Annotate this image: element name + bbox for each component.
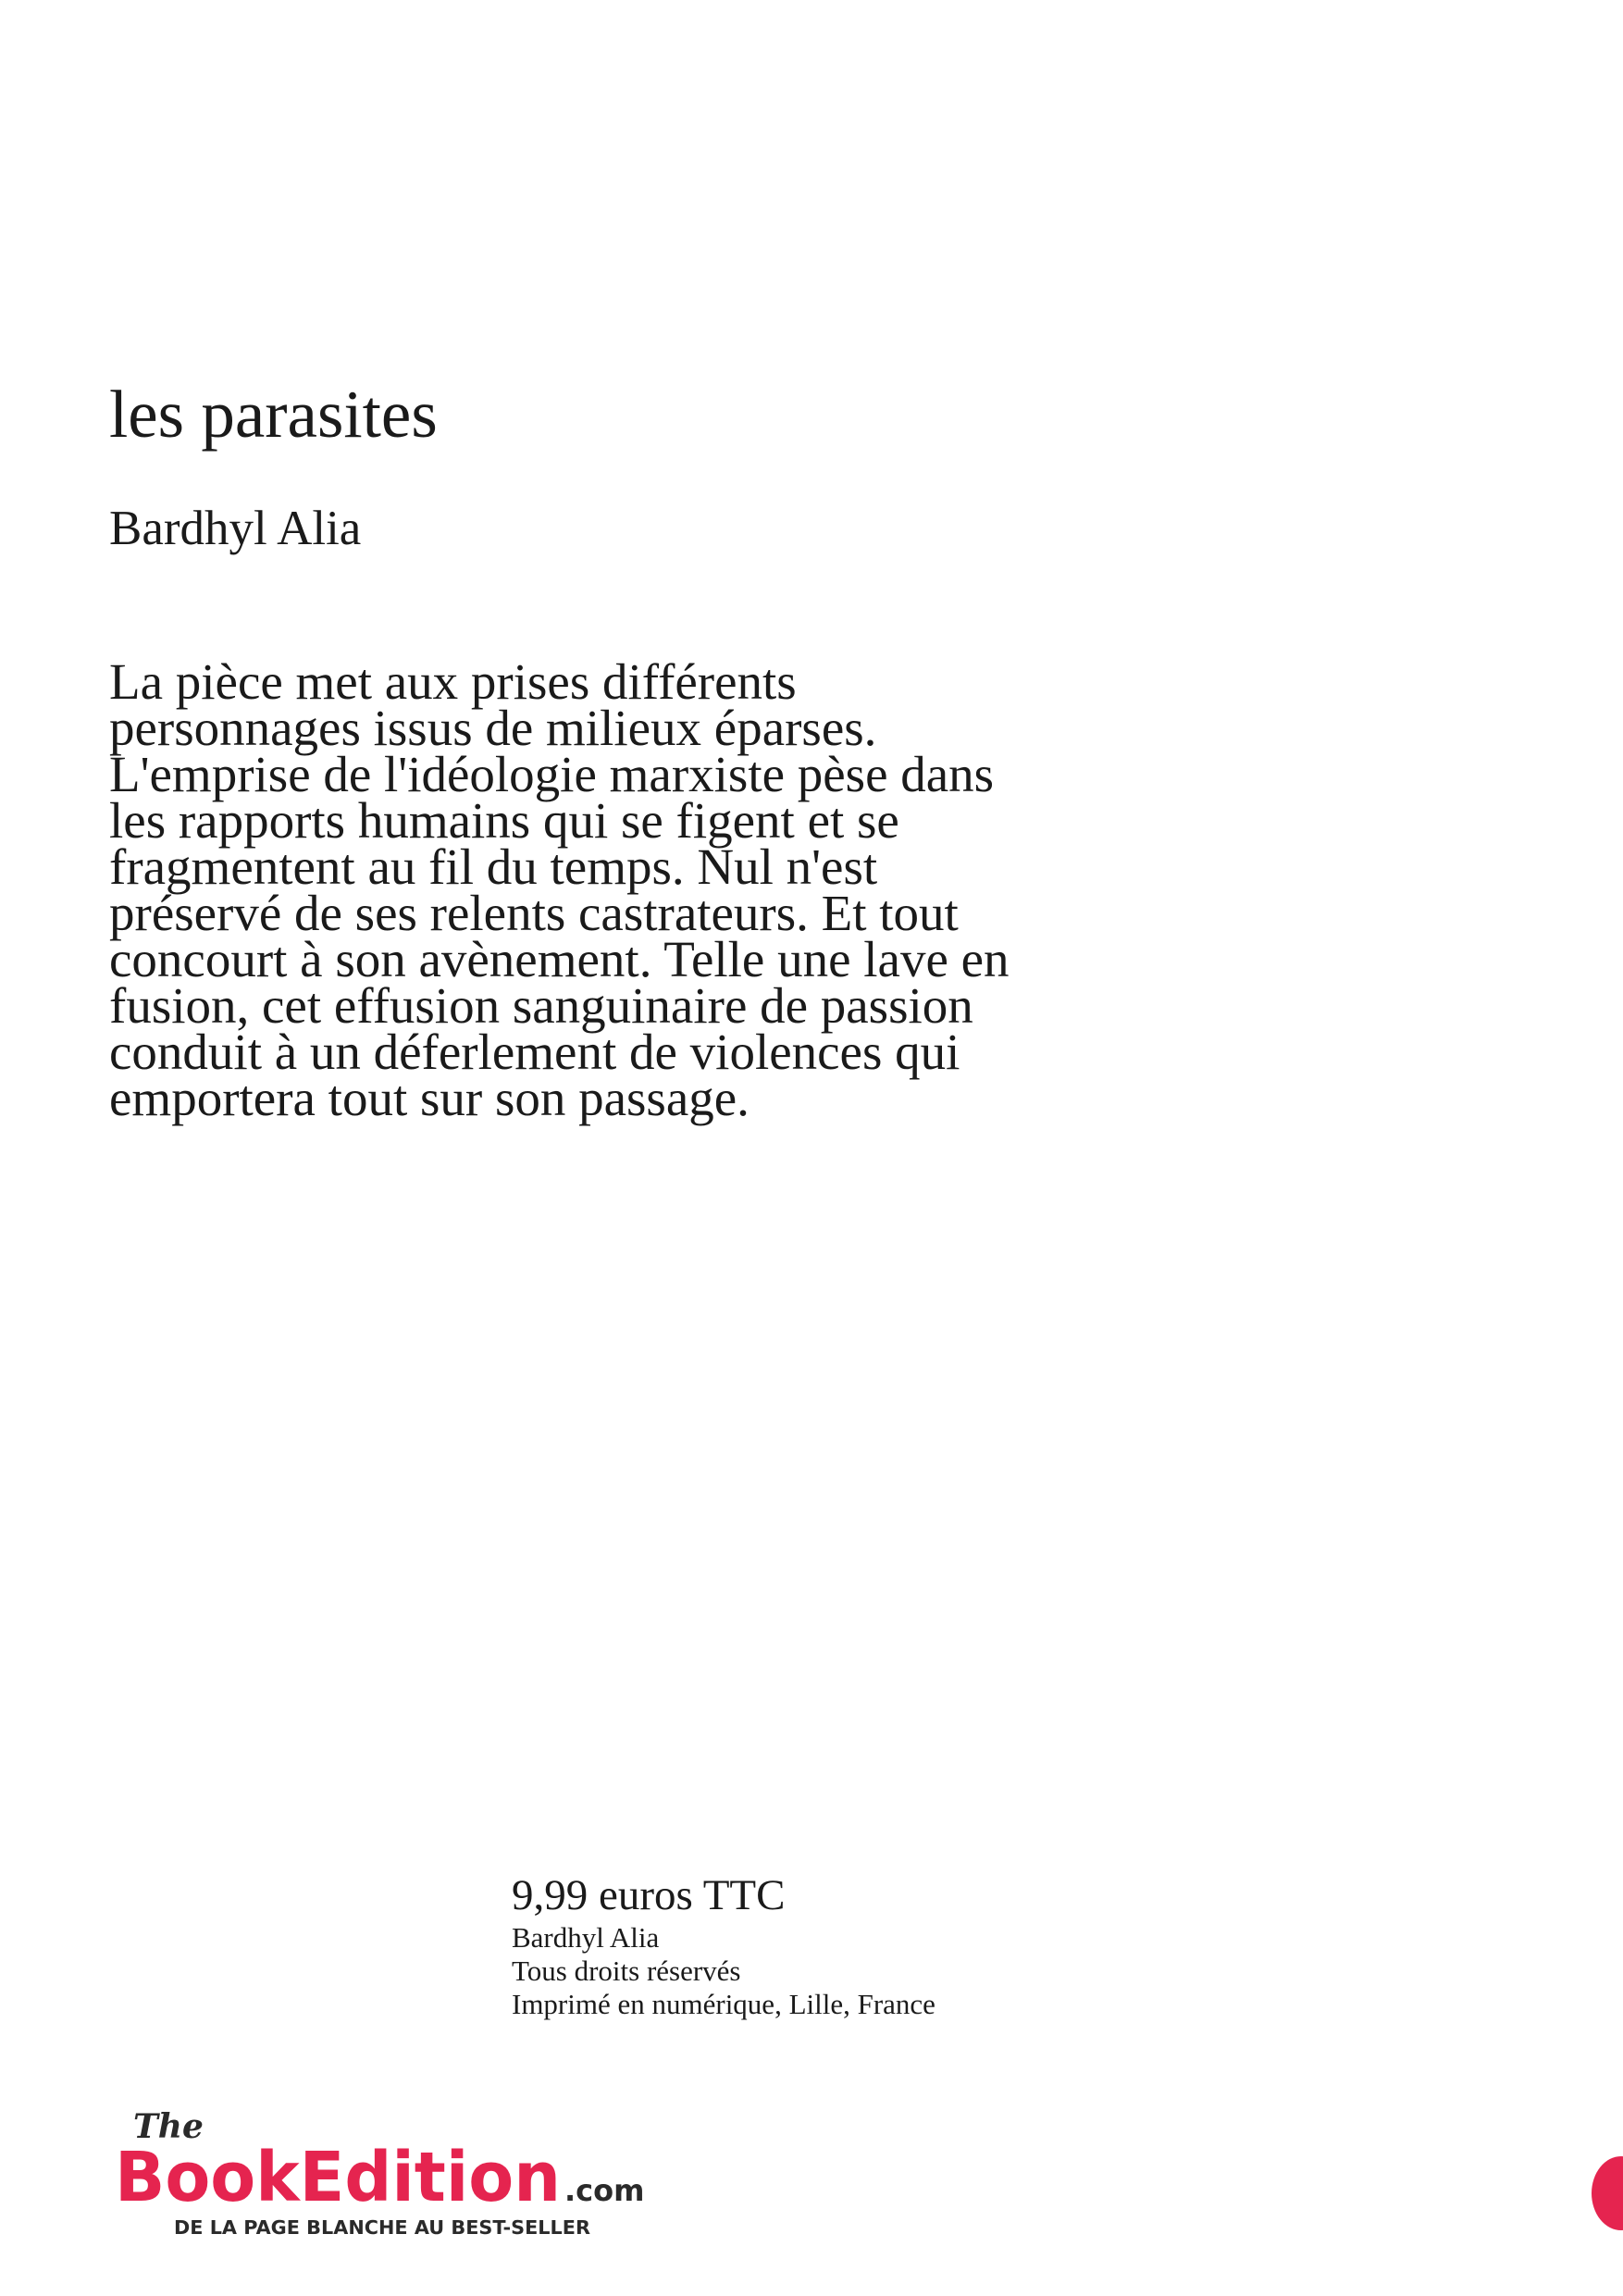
price: 9,99 euros TTC (512, 1871, 786, 1919)
logo-the: The (133, 2107, 204, 2146)
book-author: Bardhyl Alia (109, 502, 362, 555)
synopsis-line: les rapports humains qui se figent et se (109, 792, 899, 849)
logo-tagline: DE LA PAGE BLANCHE AU BEST-SELLER (174, 2216, 590, 2239)
synopsis-line: fusion, cet effusion sanguinaire de passion (109, 977, 973, 1034)
synopsis-line: L'emprise de l'idéologie marxiste pèse dans (109, 746, 995, 802)
synopsis-line: La pièce met aux prises différents (109, 653, 797, 710)
synopsis-line: personnages issus de milieux éparses. (109, 700, 877, 756)
synopsis-line: conduit à un déferlement de violences qui (109, 1024, 960, 1080)
synopsis-line: préservé de ses relents castrateurs. Et tout (109, 885, 959, 941)
printing-info: Imprimé en numérique, Lille, France (512, 1988, 935, 2020)
synopsis (109, 653, 1201, 1126)
publisher-logo-graphic (115, 2103, 651, 2241)
logo-brand: BookEdition (115, 2138, 561, 2217)
logo-domain: .com (564, 2173, 645, 2208)
book-title: les parasites (109, 377, 438, 452)
synopsis-line: fragmentent au fil du temps. Nul n'est (109, 838, 878, 895)
synopsis-line: concourt à son avènement. Telle une lave en (109, 931, 1010, 987)
publisher-logo (115, 2103, 651, 2241)
synopsis-line: emportera tout sur son passage. (109, 1070, 750, 1126)
colophon (512, 1869, 935, 2021)
rights-notice: Tous droits réservés (512, 1955, 741, 1987)
colophon-author: Bardhyl Alia (512, 1921, 660, 1954)
edge-decoration (1592, 2156, 1623, 2230)
